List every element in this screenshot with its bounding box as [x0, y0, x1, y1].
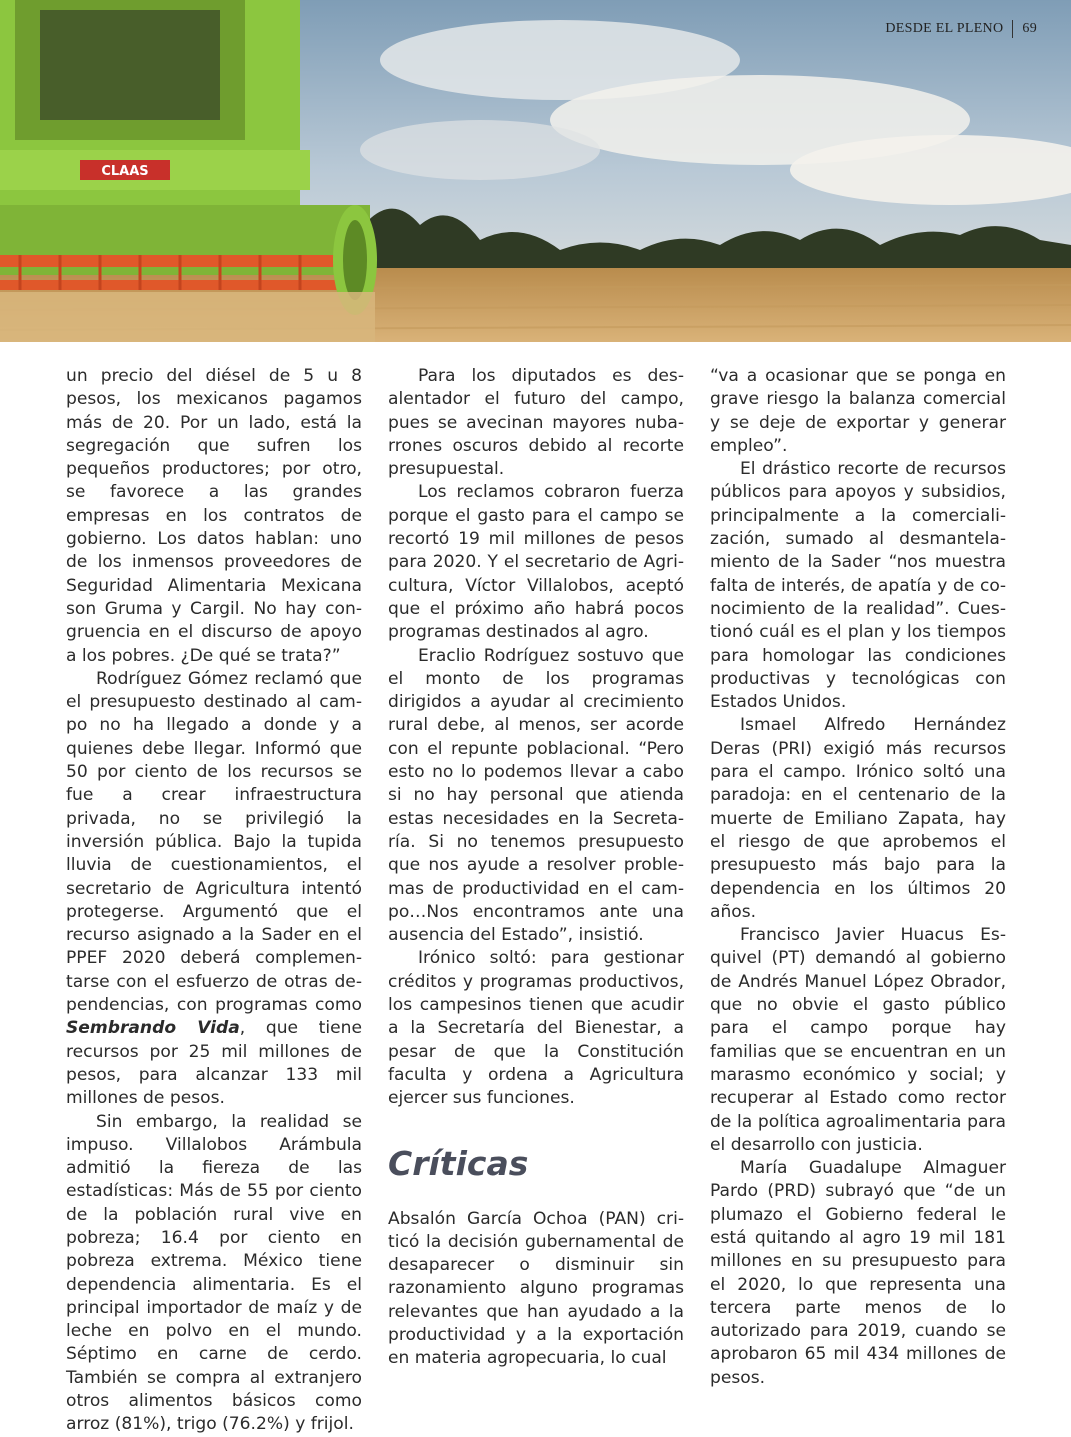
page-number: 69: [1022, 21, 1037, 36]
section-heading: Críticas: [388, 1143, 529, 1183]
running-head: [885, 20, 1037, 38]
paragraph: El drástico recorte de recursos públicos para apoyos y subsidios, principalmente a la comercialización, sumado al desmantelamiento de la Sader “nos muestra falta de interés, de apatía y de conocimiento de la realidad”. Cuestionó cuál es el plan y los tiempos para homologar las condiciones productivas y tecnológicas con Estados Unidos.: [710, 459, 1006, 713]
text-column-2: [388, 365, 684, 1371]
section-title: DESDE EL PLENO: [885, 21, 1004, 36]
paragraph: [66, 668, 362, 1111]
paragraph: Ismael Alfredo Hernández Deras (PRI) exigió más recursos para el campo. Irónico soltó una paradoja: en el centenario de la muerte de Emiliano Zapata, hay el riesgo de que aprobemos el presupuesto más bajo para la dependencia en los últimos 20 años.: [710, 715, 1006, 922]
paragraph: Para los diputados es desalentador el futuro del campo, pues se avecinan mayores nubarrones oscuros debido al recorte presupuestal.: [388, 366, 684, 480]
text-column-3: [710, 365, 1006, 1390]
paragraph: Los reclamos cobraron fuerza porque el gasto para el campo se recortó 19 mil millones de pesos para 2020. Y el secretario de Agricultura, Víctor Villalobos, aceptó que el próximo año habrá pocos programas destinados al agro.: [388, 482, 684, 643]
paragraph: un precio del diésel de 5 u 8 pesos, los mexicanos pagamos más de 20. Por un lado, está la segregación que sufren los pequeños productores; por otro, se favorece a las grandes empresas en los contratos de gobierno. Los datos hablan: uno de los inmensos proveedores de Seguridad Alimentaria Mexicana son Gruma y Cargil. No hay congruencia en el discurso de apoyo a los pobres. ¿De qué se trata?”: [66, 366, 362, 666]
paragraph: Eraclio Rodríguez sostuvo que el monto de los programas dirigidos a ayudar al crecimiento rural debe, al menos, ser acorde con el repunte poblacional. “Pero esto no lo podemos llevar a cabo si no hay personal que atienda estas necesidades en la Secretaría. Si no tenemos presupuesto que nos ayude a resolver problemas de productividad en el campo…Nos encontramos ante una ausencia del Estado”, insistió.: [388, 645, 684, 946]
paragraph: Absalón García Ochoa (PAN) criticó la decisión gubernamental de desaparecer o disminuir sin razonamiento alguno programas relevantes que han ayudado a la productividad y a la exportación en materia agropecuaria, lo cual: [388, 1208, 684, 1369]
divider: [1012, 20, 1013, 38]
hero-photo: [0, 0, 1071, 342]
text-column-1: [66, 365, 362, 1437]
paragraph: “va a ocasionar que se ponga en grave riesgo la balanza comercial y se deje de exportar y generar empleo”.: [710, 366, 1006, 456]
program-name: Sembrando Vida: [66, 1018, 240, 1039]
paragraph-text: , que tiene recursos por 25 mil millones de pesos, para alcanzar 133 mil millones de pesos.: [66, 1018, 362, 1109]
paragraph: Francisco Javier Huacus Esquivel (PT) demandó al gobierno de Andrés Manuel López Obrador, que no obvie el gasto público para el campo porque hay familias que se encuentran en un marasmo económico y social; y recuperar al Estado como rector de la política agroalimentaria para el desarrollo con justicia.: [710, 925, 1006, 1155]
paragraph: Sin embargo, la realidad se impuso. Villalobos Arámbula admitió la fiereza de las estadísticas: Más de 55 por ciento de la población rural vive en pobreza; 16.4 por ciento en pobreza extrema. México tiene dependencia alimentaria. Es el principal importador de maíz y de leche en polvo en el mundo. Séptimo en carne de cerdo. También se compra al extranjero otros alimentos básicos como arroz (81%), trigo (76.2%) y frijol.: [66, 1111, 362, 1435]
harvester-field-icon: [0, 0, 1071, 342]
brand-mark: CLAAS: [101, 164, 149, 179]
paragraph: María Guadalupe Almaguer Pardo (PRD) subrayó que “de un plumazo el Gobierno federal le está quitando al agro 19 mil 181 millones en su presupuesto para el 2020, lo que representa una tercera parte menos de lo autorizado para 2019, cuando se aprobaron 65 mil 434 millones de pesos.: [710, 1158, 1006, 1388]
paragraph-text: Rodríguez Gómez reclamó que el presupuesto destinado al campo no ha llegado a donde y a quienes debe llegar. Informó que 50 por ciento de los recursos se fue a crear infraestructura privada, no se privilegió la inversión pública. Bajo la tupida lluvia de cuestionamientos, el secretario de Agricultura intentó protegerse. Argumentó que el recurso asignado a la Sader en el PPEF 2020 deberá complementarse con el esfuerzo de otras dependencias, con programas como: [66, 668, 362, 1016]
paragraph: Irónico soltó: para gestionar créditos y programas productivos, los campesinos tienen que acudir a la Secretaría del Bienestar, a pesar de que la Constitución faculta y ordena a Agricultura ejercer sus funciones.: [388, 948, 684, 1109]
